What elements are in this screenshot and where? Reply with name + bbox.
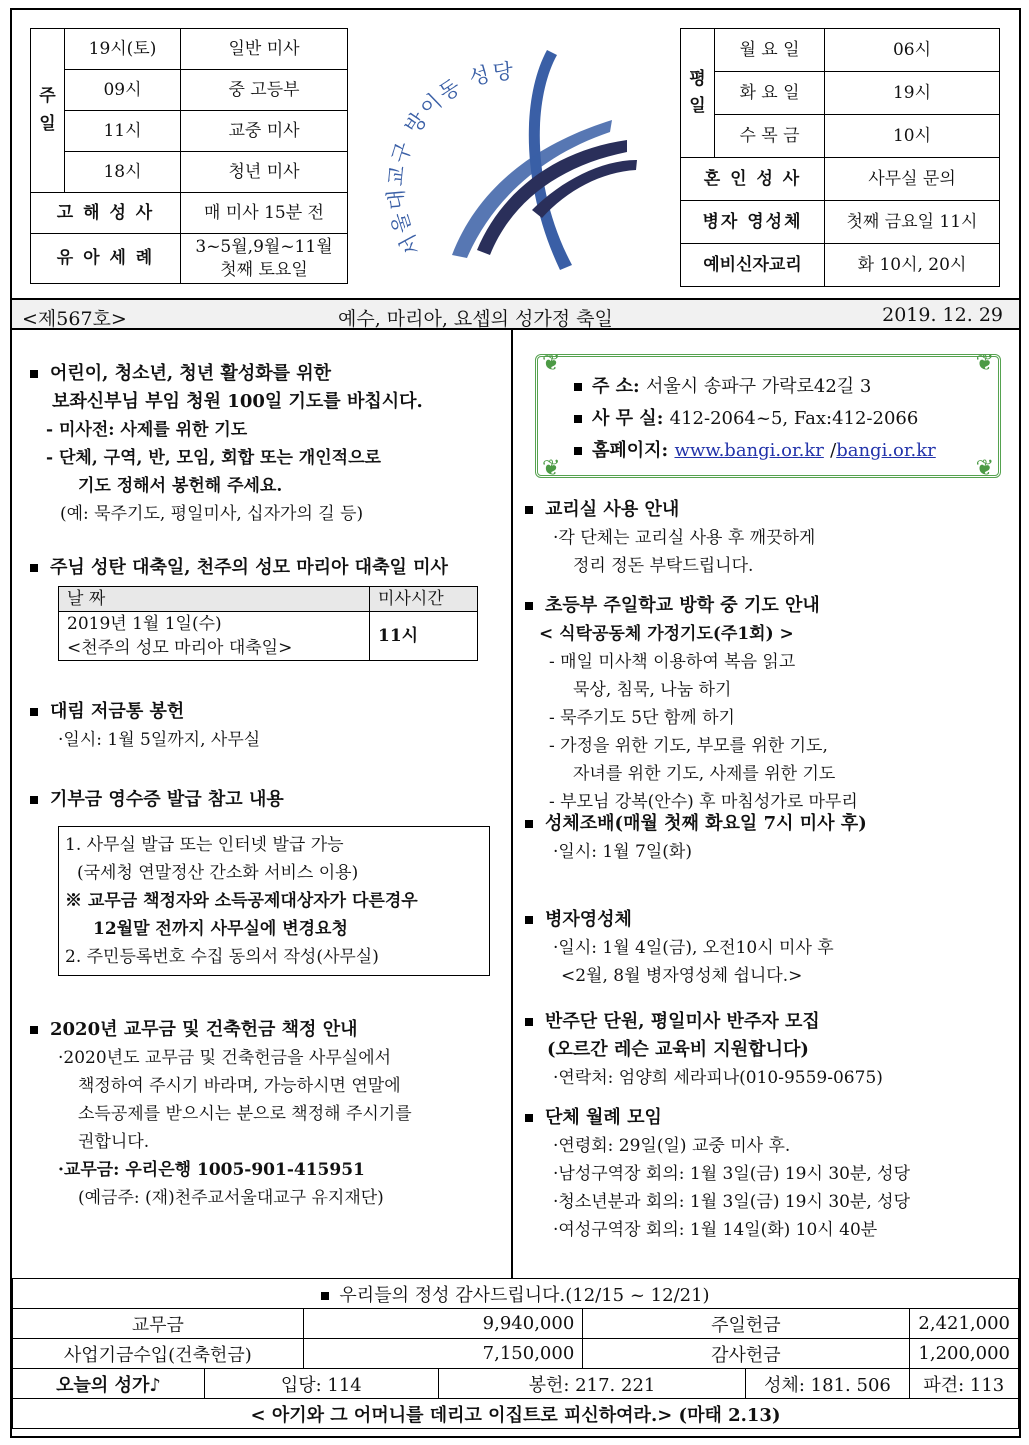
list-item: - 묵주기도 5단 함께 하기 (549, 708, 735, 728)
list-item: 묵상, 침묵, 나눔 하기 (573, 680, 732, 700)
list-item: ·남성구역장 회의: 1월 3일(금) 19시 30분, 성당 (553, 1164, 911, 1184)
hymn-offertory: 봉헌: 217. 221 (438, 1369, 746, 1399)
hymn-label: 오늘의 성가♪ (13, 1369, 205, 1399)
mass-name: 중 고등부 (181, 70, 348, 111)
weekday-time: 19시 (825, 72, 1000, 115)
bullet-icon (30, 708, 38, 716)
receipt-info-box (58, 826, 490, 976)
offering-footer (12, 1278, 1019, 1429)
bullet-icon (30, 1026, 38, 1034)
list-item: ·청소년분과 회의: 1월 3일(금) 19시 30분, 성당 (553, 1192, 911, 1212)
bullet-icon (525, 506, 533, 514)
prayer-100days-section (30, 360, 500, 528)
contact-box (535, 351, 1001, 481)
homepage-line: 홈페이지: www.bangi.or.kr /bangi.or.kr (574, 435, 998, 467)
list-item: 기도 정해서 봉헌해 주세요. (78, 476, 283, 496)
homepage-link[interactable]: www.bangi.or.kr (674, 440, 824, 461)
sunday-school-prayer-section (525, 592, 1013, 816)
column-divider (511, 330, 513, 1278)
list-item: - 미사전: 사제를 위한 기도 (46, 420, 248, 440)
offering-label: 주일헌금 (583, 1309, 909, 1339)
weekday-day: 수 목 금 (715, 115, 825, 158)
classroom-use-section (525, 496, 1013, 580)
list-item: ·2020년도 교무금 및 건축헌금을 사무실에서 (58, 1048, 392, 1068)
list-item: <2월, 8월 병자영성체 쉽니다.> (561, 966, 803, 986)
list-item: ·일시: 1월 7일(화) (553, 842, 692, 862)
mass-date-cell: 2019년 1월 1일(수) <천주의 성모 마리아 대축일> (59, 612, 370, 661)
homepage-link-alt[interactable]: bangi.or.kr (836, 440, 936, 461)
feast-title: 예수, 마리아, 요셉의 성가정 축일 (338, 308, 613, 330)
vine-ornament-icon: ❦ (542, 456, 561, 481)
marriage-value: 사무실 문의 (825, 158, 1000, 201)
dues-pledge-section (30, 1016, 500, 1212)
section-heading: 단체 월례 모임 (545, 1107, 662, 1128)
vine-ornament-icon: ❦ (975, 351, 994, 376)
bulletin-page (10, 8, 1021, 1438)
header (12, 10, 1019, 298)
sunday-label: 주 일 (31, 29, 65, 193)
bullet-icon (574, 415, 582, 423)
mass-name: 청년 미사 (181, 152, 348, 193)
weekday-day: 월 요 일 (715, 29, 825, 72)
section-heading: 병자영성체 (545, 909, 632, 930)
list-item: ※ 교무금 책정자와 소득공제대상자가 다른경우 (65, 891, 418, 911)
col-header-time: 미사시간 (370, 587, 478, 612)
mass-time: 09시 (65, 70, 181, 111)
mass-name: 교중 미사 (181, 111, 348, 152)
list-item: ·연락처: 엄양희 세라피나(010-9559-0675) (553, 1068, 883, 1088)
section-heading: 보좌신부님 부임 청원 100일 기도를 바칩시다. (52, 391, 423, 412)
list-item: ·여성구역장 회의: 1월 14일(화) 10시 40분 (553, 1220, 878, 1240)
list-item: ·각 단체는 교리실 사용 후 깨끗하게 (553, 528, 816, 548)
bullet-icon (30, 796, 38, 804)
list-item: 1. 사무실 발급 또는 인터넷 발급 가능 (65, 835, 344, 855)
infant-baptism-label: 유 아 세 례 (31, 234, 181, 284)
offering-label: 교무금 (13, 1309, 304, 1339)
list-item: < 식탁공동체 가정기도(주1회) > (539, 624, 794, 644)
weekday-day: 화 요 일 (715, 72, 825, 115)
confession-label: 고 해 성 사 (31, 193, 181, 234)
weekday-schedule-table (680, 28, 1000, 287)
confession-value: 매 미사 15분 전 (181, 193, 348, 234)
list-item: - 단체, 구역, 반, 모임, 회합 또는 개인적으로 (46, 448, 381, 468)
bullet-icon (525, 602, 533, 610)
marriage-label: 혼 인 성 사 (681, 158, 825, 201)
hymn-entrance: 입당: 114 (205, 1369, 439, 1399)
issue-number: <제567호> (22, 308, 127, 330)
offering-label: 사업기금수입(건축헌금) (13, 1339, 304, 1369)
section-heading: 반주단 단원, 평일미사 반주자 모집 (545, 1011, 820, 1032)
monthly-meetings-section (525, 1104, 1013, 1244)
list-item: (예: 묵주기도, 평일미사, 십자가의 길 등) (60, 504, 364, 524)
section-heading: 대림 저금통 봉헌 (50, 701, 185, 722)
offering-amount: 1,200,000 (909, 1339, 1018, 1369)
parish-logo (382, 40, 652, 280)
offering-label: 감사헌금 (583, 1339, 909, 1369)
list-item: 자녀를 위한 기도, 사제를 위한 기도 (573, 764, 836, 784)
list-item: ·일시: 1월 4일(금), 오전10시 미사 후 (553, 938, 834, 958)
section-heading: 교리실 사용 안내 (545, 499, 680, 520)
donation-receipt-section (30, 786, 500, 976)
accompanist-section (525, 1008, 1013, 1092)
office-line: 사 무 실: 412-2064~5, Fax:412-2066 (574, 403, 998, 435)
catechumen-label: 예비신자교리 (681, 244, 825, 287)
section-heading: 초등부 주일학교 방학 중 기도 안내 (545, 595, 820, 616)
catechumen-value: 화 10시, 20시 (825, 244, 1000, 287)
mass-time-table (58, 586, 478, 661)
bullet-icon (525, 916, 533, 924)
section-heading: 성체조배(매월 첫째 화요일 7시 미사 후) (545, 813, 867, 834)
bullet-icon (30, 370, 38, 378)
list-item: ·연령회: 29일(일) 교중 미사 후. (553, 1136, 791, 1156)
list-item: ·교무금: 우리은행 1005-901-415951 (58, 1160, 365, 1180)
new-year-mass-section (30, 554, 500, 661)
list-item: 12월말 전까지 사무실에 변경요청 (93, 919, 348, 939)
sick-communion-value: 첫째 금요일 11시 (825, 201, 1000, 244)
offering-table (12, 1278, 1019, 1429)
list-item: 2. 주민등록번호 수집 동의서 작성(사무실) (65, 947, 379, 967)
mass-time: 19시(토) (65, 29, 181, 70)
mass-time: 11시 (65, 111, 181, 152)
weekday-time: 10시 (825, 115, 1000, 158)
bullet-icon (525, 1114, 533, 1122)
weekday-time: 06시 (825, 29, 1000, 72)
gospel-verse: < 아기와 그 어머니를 데리고 이집트로 피신하여라.> (마태 2.13) (13, 1399, 1019, 1429)
bullet-icon (574, 383, 582, 391)
section-heading: 어린이, 청소년, 청년 활성화를 위한 (50, 363, 332, 384)
list-item: ·일시: 1월 5일까지, 사무실 (58, 730, 261, 750)
weekday-label: 평 일 (681, 29, 715, 158)
sunday-schedule-table (30, 28, 348, 284)
offering-amount: 9,940,000 (303, 1309, 583, 1339)
list-item: - 부모님 강복(안수) 후 마침성가로 마무리 (549, 792, 858, 812)
bullet-icon (321, 1292, 329, 1300)
offering-amount: 2,421,000 (909, 1309, 1018, 1339)
sick-communion-label: 병자 영성체 (681, 201, 825, 244)
bullet-icon (525, 820, 533, 828)
section-heading: 주님 성탄 대축일, 천주의 성모 마리아 대축일 미사 (50, 557, 448, 578)
bullet-icon (525, 1018, 533, 1026)
sick-communion-section (525, 906, 1013, 990)
thanks-row: 우리들의 정성 감사드립니다.(12/15 ~ 12/21) (13, 1279, 1019, 1309)
infant-baptism-value: 3~5월,9월~11월 첫째 토요일 (181, 234, 348, 284)
issue-date: 2019. 12. 29 (882, 304, 1003, 326)
vine-ornament-icon: ❦ (542, 351, 561, 376)
list-item: 책정하여 주시기 바라며, 가능하시면 연말에 (78, 1076, 401, 1096)
list-item: (국세청 연말정산 간소화 서비스 이용) (77, 863, 359, 883)
mass-name: 일반 미사 (181, 29, 348, 70)
hymn-communion: 성체: 181. 506 (746, 1369, 909, 1399)
list-item: 정리 정돈 부탁드립니다. (573, 556, 754, 576)
list-item: - 가정을 위한 기도, 부모를 위한 기도, (549, 736, 828, 756)
bullet-icon (574, 447, 582, 455)
advent-bank-section (30, 698, 500, 754)
adoration-section (525, 810, 1013, 866)
section-heading: 2020년 교무금 및 건축헌금 책정 안내 (50, 1019, 358, 1040)
section-heading: (오르간 레슨 교육비 지원합니다) (547, 1039, 809, 1060)
hymn-dismissal: 파견: 113 (909, 1369, 1018, 1399)
svg-text:서울대교구 방이동 성당: 서울대교구 방이동 성당 (383, 58, 516, 260)
bullet-icon (30, 564, 38, 572)
offering-amount: 7,150,000 (303, 1339, 583, 1369)
list-item: 소득공제를 받으시는 분으로 책정해 주시기를 (78, 1104, 412, 1124)
mass-time: 18시 (65, 152, 181, 193)
title-bar (12, 298, 1019, 330)
col-header-date: 날 짜 (59, 587, 370, 612)
address-line: 주 소: 서울시 송파구 가락로42길 3 (574, 371, 998, 403)
vine-ornament-icon: ❦ (975, 456, 994, 481)
section-heading: 기부금 영수증 발급 참고 내용 (50, 789, 284, 810)
list-item: - 매일 미사책 이용하여 복음 읽고 (549, 652, 796, 672)
list-item: (예금주: (재)천주교서울대교구 유지재단) (78, 1188, 384, 1208)
list-item: 권합니다. (78, 1132, 150, 1152)
mass-time-cell: 11시 (370, 612, 478, 661)
